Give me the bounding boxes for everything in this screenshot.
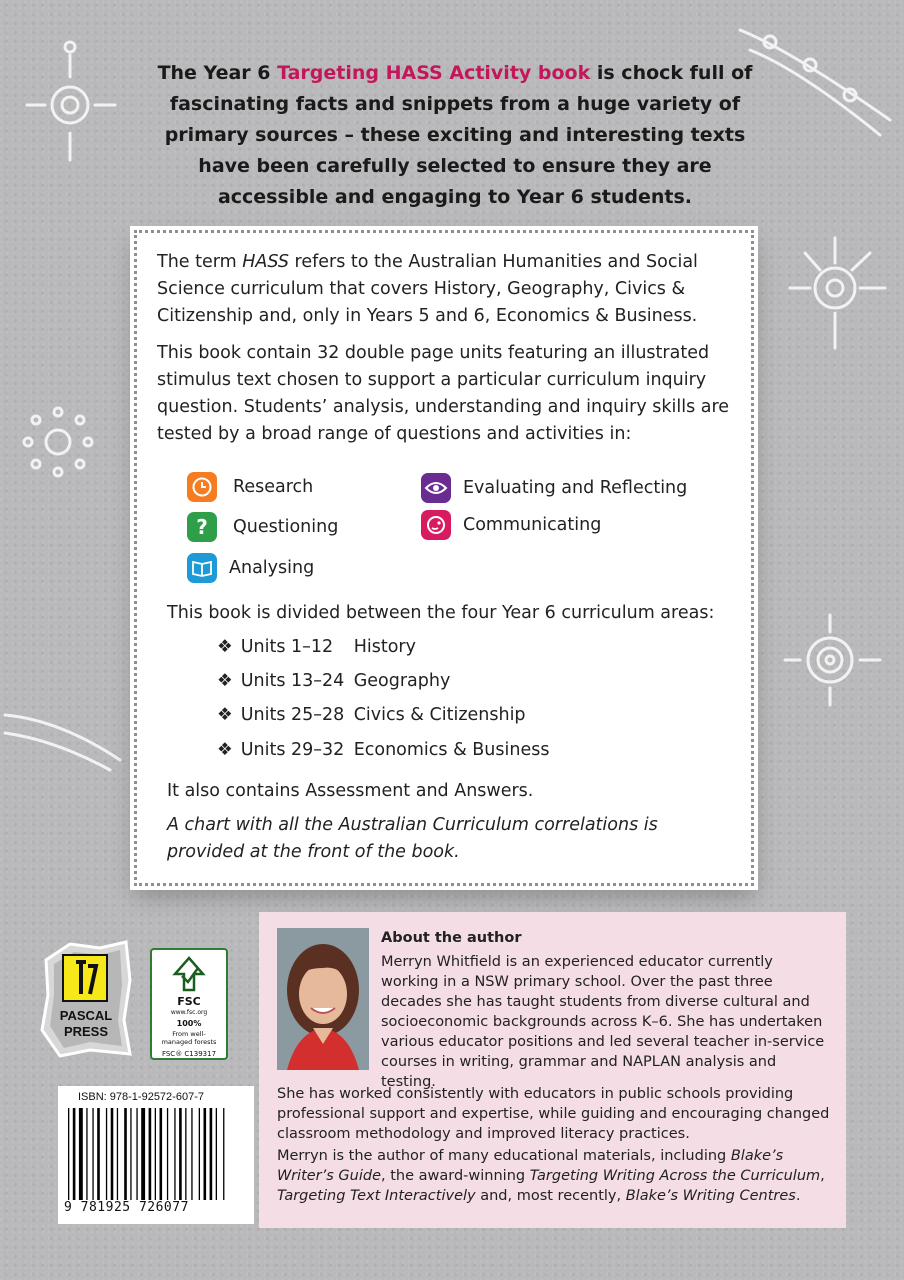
unit-range: Units 25–28 [240, 705, 345, 725]
bio3-connector: , [820, 1168, 825, 1184]
author-photo [277, 928, 369, 1070]
skill-evaluating [421, 473, 687, 503]
skill-label: Analysing [229, 558, 315, 578]
fsc-percent: 100% [176, 1019, 202, 1028]
unit-area: History [353, 637, 416, 657]
fsc-logo [150, 948, 228, 1060]
aboriginal-doodle-top-left [15, 35, 125, 175]
skill-label: Communicating [463, 515, 602, 535]
pascal-press-emblem-icon [62, 954, 108, 1002]
unit-area: Civics & Citizenship [353, 705, 526, 725]
fsc-desc-2: managed forests [161, 1038, 217, 1046]
author-bio-2: She has worked consistently with educators in public schools providing professional support and expertise, while guiding and encouraging changed classroom methodology and improved literacy practices. [277, 1086, 830, 1142]
speaking-face-icon [421, 510, 451, 540]
author-bio-1: Merryn Whitfield is an experienced educator currently working in a NSW primary school. Over the past three decades she has taught students from diverse cultural and socioeconomic backgrounds across K–6. She has undertaken various educator positions and led several teacher in-service courses in writing, grammar and NAPLAN analysis and testing. [381, 954, 825, 1090]
chart-note: A chart with all the Australian Curriculum correlations is provided at the front of the book. [167, 815, 658, 862]
intro-text-start: The Year 6 [157, 62, 278, 84]
hass-def-start: The term [157, 252, 243, 272]
eye-icon [421, 473, 451, 503]
aboriginal-doodle-right-lower [775, 610, 885, 710]
unit-range: Units 1–12 [240, 637, 334, 657]
assessment-note: It also contains Assessment and Answers. [167, 781, 534, 801]
fsc-code: FSC® C139317 [161, 1050, 217, 1058]
barcode-digits: 9 781925 726077 [64, 1200, 189, 1215]
info-card [134, 230, 754, 886]
skill-label: Research [233, 477, 314, 497]
skill-questioning [187, 512, 338, 542]
publisher-name-line1: PASCAL [59, 1008, 113, 1023]
unit-area: Economics & Business [353, 740, 550, 760]
isbn-barcode [58, 1086, 254, 1224]
intro-paragraph [150, 58, 760, 213]
barcode-bars-icon [68, 1108, 244, 1200]
bio3-connector: , the award-winning [381, 1168, 530, 1184]
fsc-site: www.fsc.org [170, 1009, 208, 1016]
diamond-bullet-icon: ❖ [217, 637, 233, 657]
book-title: Blake’s Writer’s Guide [277, 1148, 784, 1184]
book-title: Blake’s Writing Centres [625, 1188, 796, 1204]
diamond-bullet-icon: ❖ [217, 705, 233, 725]
skill-communicating [421, 510, 601, 540]
aboriginal-doodle-right [780, 228, 890, 358]
tree-check-icon [172, 956, 206, 992]
unit-area: Geography [353, 671, 451, 691]
skill-label: Evaluating and Reflecting [463, 478, 688, 498]
bio3-end: . [795, 1188, 801, 1204]
unit-range: Units 29–32 [240, 740, 345, 760]
unit-row [217, 671, 450, 691]
about-title: About the author [381, 930, 522, 946]
book-title: Targeting Writing Across the Curriculum [529, 1168, 821, 1184]
diamond-bullet-icon: ❖ [217, 671, 233, 691]
units-description: This book contain 32 double page units featuring an illustrated stimulus text chosen to support a particular curriculum inquiry question. Students’ analysis, understanding and inquiry skills are tested by a broad range of questions and activities in: [157, 343, 730, 444]
fsc-label: FSC [177, 995, 201, 1008]
isbn-text: ISBN: 978-1-92572-607-7 [78, 1091, 204, 1103]
skill-research [187, 472, 313, 502]
book-title: Targeting Text Interactively [277, 1188, 476, 1204]
book-icon [187, 553, 217, 583]
fsc-desc-1: From well- [172, 1030, 206, 1038]
bio3-start: Merryn is the author of many educational materials, including [277, 1148, 731, 1164]
publisher-logo [40, 940, 132, 1058]
question-icon: ? [187, 512, 217, 542]
unit-range: Units 13–24 [240, 671, 345, 691]
publisher-name-line2: PRESS [63, 1024, 109, 1039]
skill-analysing [187, 553, 314, 583]
author-bio-3 [277, 1146, 832, 1206]
unit-row [217, 740, 549, 760]
book-title-highlight: Targeting HASS Activity book [277, 62, 591, 84]
hass-def-end: refers to the Australian Humanities and Social Science curriculum that covers History, Geography, Civics & Citizenship and, only in Years 5 and 6, Economics & Business. [157, 252, 698, 326]
unit-row [217, 637, 416, 657]
hass-definition [157, 249, 737, 330]
hass-term: HASS [242, 252, 289, 272]
diamond-bullet-icon: ❖ [217, 740, 233, 760]
unit-row [217, 705, 526, 725]
clock-icon [187, 472, 217, 502]
curriculum-areas-intro: This book is divided between the four Year 6 curriculum areas: [167, 603, 715, 623]
skill-label: Questioning [233, 517, 339, 537]
bio3-connector: and, most recently, [475, 1188, 626, 1204]
aboriginal-doodle-left-dots [18, 402, 98, 482]
about-author-panel [259, 912, 846, 1228]
intro-text-end: is chock full of fascinating facts and snippets from a huge variety of primary sources – these exciting and interesting texts have been carefully selected to ensure they are accessible and engaging to Year 6 students. [164, 62, 753, 208]
aboriginal-doodle-left-snake [0, 695, 130, 775]
